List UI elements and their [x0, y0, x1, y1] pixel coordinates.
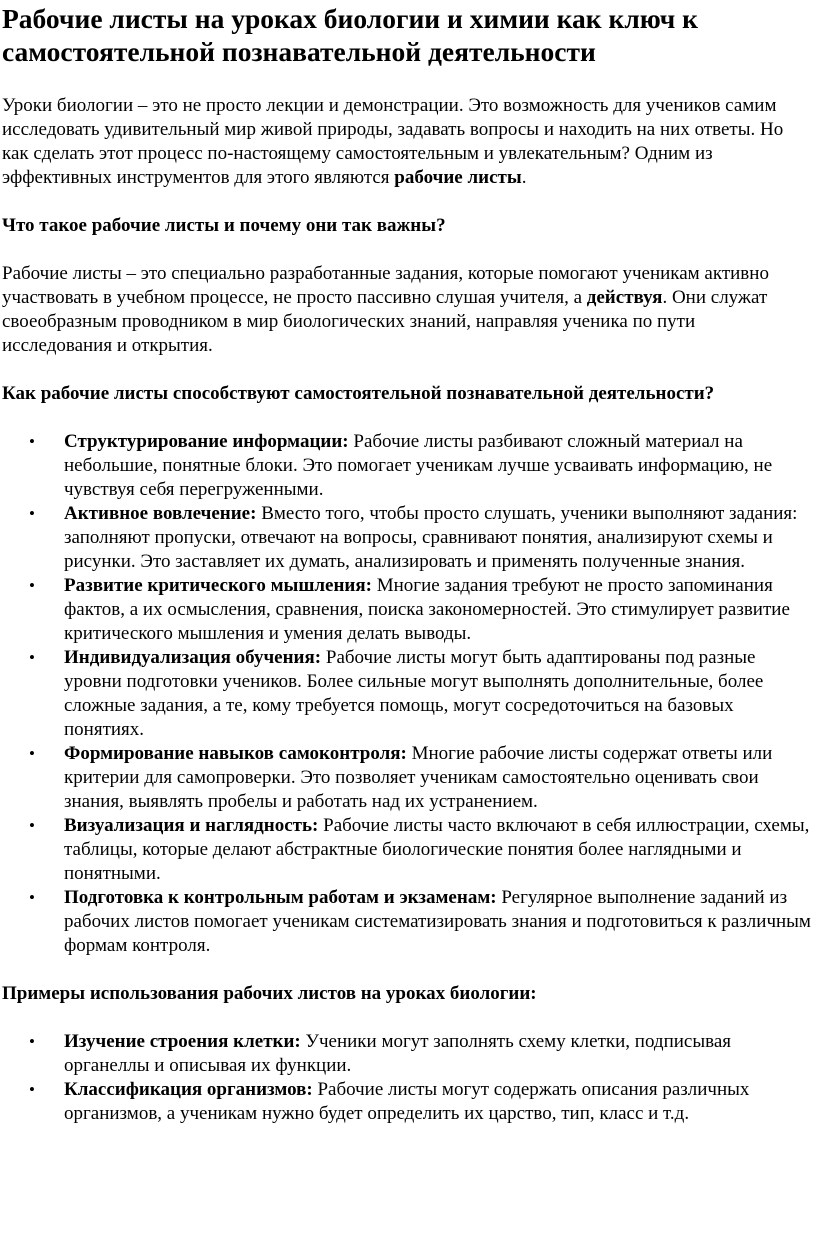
bullet-icon: •: [29, 576, 35, 595]
bullet-icon: •: [29, 888, 35, 907]
what-end: . Они служат своеобразным проводником в мир биологических знаний, направляя ученика по пути исследования и открытия.: [2, 287, 768, 356]
intro-bold-term: рабочие листы: [394, 167, 522, 188]
what-bold-term: действуя: [586, 287, 663, 308]
list-item-label: Индивидуализация обучения:: [64, 647, 322, 668]
bullet-icon: •: [29, 1080, 35, 1099]
bullet-icon: •: [29, 504, 35, 523]
list-item-text: Рабочие листы разбивают сложный материал на небольшие, понятные блоки. Это помогает ученикам лучше усваивать информацию, не чувствуя себя перегруженными.: [64, 431, 773, 500]
list-item-label: Структурирование информации:: [64, 431, 349, 452]
list-item: [2, 502, 814, 574]
list-item-text: Рабочие листы могут быть адаптированы под разные уровни подготовки учеников. Более сильные могут выполнять дополнительные, более сложные задания, а те, кому требуется помощь, могут сосредоточиться на базовых понятиях.: [64, 647, 764, 740]
intro-text: Уроки биологии – это не просто лекции и демонстрации. Это возможность для учеников самим исследовать удивительный мир живой природы, задавать вопросы и находить на них ответы. Но как сделать этот процесс по-настоящему самостоятельным и увлекательным? Одним из эффективных инструментов для этого являются: [2, 95, 784, 188]
list-item-label: Подготовка к контрольным работам и экзаменам:: [64, 887, 497, 908]
list-item-label: Классификация организмов:: [64, 1079, 313, 1100]
list-item-label: Активное вовлечение:: [64, 503, 257, 524]
list-item-text: Вместо того, чтобы просто слушать, ученики выполняют задания: заполняют пропуски, отвечают на вопросы, сравнивают понятия, анализируют схемы и рисунки. Это заставляет их думать, анализировать и применять полученные знания.: [64, 503, 798, 572]
list-item-text: Рабочие листы часто включают в себя иллюстрации, схемы, таблицы, которые делают абстрактные биологические понятия более наглядными и понятными.: [64, 815, 810, 884]
list-item: [2, 1030, 814, 1078]
list-item: [2, 886, 814, 958]
list-item-label: Визуализация и наглядность:: [64, 815, 319, 836]
what-text: Рабочие листы – это специально разработанные задания, которые помогают ученикам активно участвовать в учебном процессе, не просто пассивно слушая учителя, а: [2, 263, 769, 308]
list-item-text: Многие задания требуют не просто запоминания фактов, а их осмысления, сравнения, поиска закономерностей. Это стимулирует развитие критического мышления и умения делать выводы.: [64, 575, 790, 644]
list-item-label: Развитие критического мышления:: [64, 575, 372, 596]
intro-end: .: [521, 167, 527, 188]
list-item: [2, 646, 814, 742]
bullet-icon: •: [29, 648, 35, 667]
document-title: Рабочие листы на уроках биологии и химии как ключ к самостоятельной познавательной деятельности: [2, 3, 698, 67]
bullet-icon: •: [29, 744, 35, 763]
list-item-text: Ученики могут заполнять схему клетки, подписывая органеллы и описывая их функции.: [64, 1031, 732, 1076]
list-item-text: Многие рабочие листы содержат ответы или критерии для самопроверки. Это позволяет ученикам самостоятельно оценивать свои знания, выявлять пробелы и работать над их устранением.: [64, 743, 773, 812]
list-item-text: Регулярное выполнение заданий из рабочих листов помогает ученикам систематизировать знания и подготовиться к различным формам контроля.: [64, 887, 811, 956]
list-item: [2, 742, 814, 814]
bullet-icon: •: [29, 1032, 35, 1051]
list-item: [2, 574, 814, 646]
heading-how-worksheets-help: Как рабочие листы способствуют самостоятельной познавательной деятельности?: [2, 383, 715, 404]
list-item: [2, 430, 814, 502]
examples-list: [2, 1030, 816, 1126]
what-paragraph: [2, 262, 808, 358]
bullet-icon: •: [29, 432, 35, 451]
bullet-icon: •: [29, 816, 35, 835]
list-item-label: Формирование навыков самоконтроля:: [64, 743, 407, 764]
list-item-text: Рабочие листы могут содержать описания различных организмов, а ученикам нужно будет определить их царство, тип, класс и т.д.: [64, 1079, 750, 1124]
intro-paragraph: [2, 94, 808, 190]
heading-examples: Примеры использования рабочих листов на уроках биологии:: [2, 983, 537, 1004]
list-item: [2, 814, 814, 886]
heading-what-are-worksheets: Что такое рабочие листы и почему они так важны?: [2, 215, 446, 236]
benefits-list: [2, 430, 816, 958]
list-item-label: Изучение строения клетки:: [64, 1031, 301, 1052]
list-item: [2, 1078, 814, 1126]
